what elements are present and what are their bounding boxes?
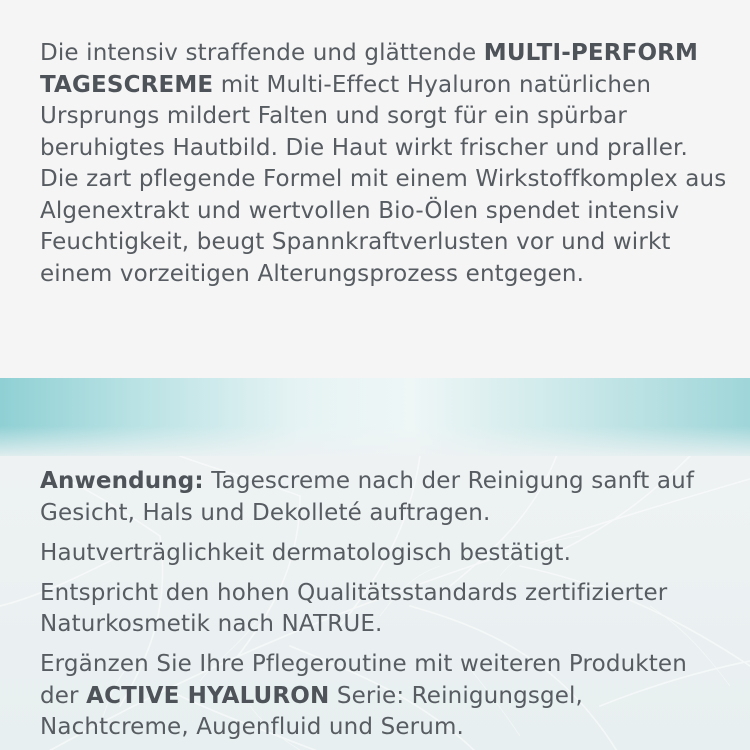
routine-text-rest: Serie: Reinigungsgel, Nachtcreme, Augenfluid und Serum. <box>40 682 584 740</box>
standards-paragraph: Entspricht den hohen Qualitätsstandards zertifizierter Naturkosmetik nach NATRUE. <box>40 579 668 637</box>
routine-text-start: Ergänzen Sie Ihre Pflegeroutine mit weiteren Produkten der <box>40 651 687 709</box>
routine-paragraph <box>40 649 730 744</box>
intro-text-rest: mit Multi-Effect Hyaluron natürlichen Ursprungs mildert Falten und sorgt für ein spürbar beruhigtes Hautbild. Die Haut wirkt frischer und praller. Die zart pflegende Formel mit einem Wirkstoffkomplex aus Algenextrakt und wertvollen Bio-Ölen spendet intensiv Feuchtigkeit, beugt Spannkraftverlusten vor und wirkt einem vorzeitigen Alterungsprozess entgegen. <box>40 71 727 287</box>
intro-text-start: Die intensiv straffende und glättende <box>40 40 484 66</box>
usage-label: Anwendung: <box>40 468 204 494</box>
tolerance-paragraph: Hautverträglichkeit dermatologisch bestätigt. <box>40 539 572 566</box>
usage-text: Tagescreme nach der Reinigung sanft auf Gesicht, Hals und Dekolleté auftragen. <box>40 468 695 526</box>
intro-paragraph <box>40 38 730 290</box>
product-name: MULTI-PERFORM TAGESCREME <box>40 40 699 98</box>
turquoise-band <box>0 378 750 458</box>
usage-section <box>40 466 730 750</box>
usage-paragraph <box>40 466 730 529</box>
series-name: ACTIVE HYALURON <box>86 682 330 709</box>
